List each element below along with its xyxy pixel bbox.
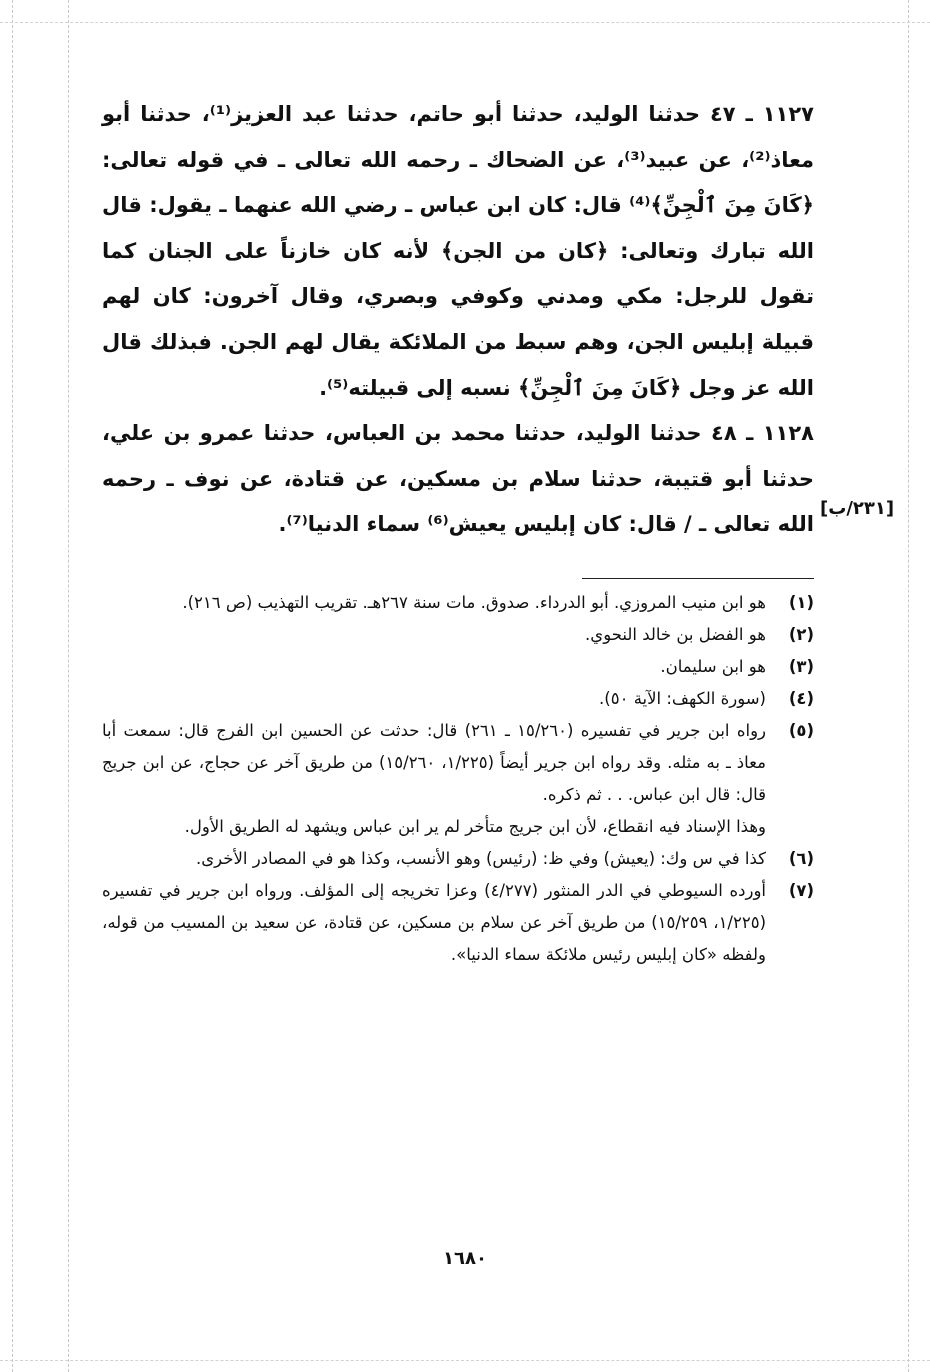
footnote <box>102 683 814 715</box>
footnote-text: أورده السيوطي في الدر المنثور (٤/٢٧٧) وعزا تخريجه إلى المؤلف. ورواه ابن جرير في تفسيره (١/٢٢٥، ١٥/٢٥٩) من طريق آخر عن سلام بن مسكين، عن قتادة، عن سعيد بن المسيب من قوله، ولفظه «كان إبليس رئيس ملائكة سماء الدنيا». <box>102 880 767 964</box>
footnote-text: وهذا الإسناد فيه انقطاع، لأن ابن جريج متأخر لم ير ابن عباس ويشهد له الطريق الأول. <box>184 816 766 836</box>
margin-note: [٢٣١/ب] <box>820 498 895 519</box>
footnote <box>102 715 814 843</box>
page-number: ١٦٨٠ <box>443 1248 487 1269</box>
footnote-number: (٦) <box>788 848 814 868</box>
footnote-number: (٤) <box>788 688 814 708</box>
footnote-number: (٥) <box>788 720 814 740</box>
main-text <box>102 92 814 548</box>
footnote <box>102 619 814 651</box>
footnote-text: (سورة الكهف: الآية ٥٠). <box>599 688 766 708</box>
footnote-text: كذا في س وك: (يعيش) وفي ظ: (رئيس) وهو الأنسب، وكذا هو في المصادر الأخرى. <box>196 848 766 868</box>
hadith-1128: ١١٢٨ ـ ٤٨ حدثنا الوليد، حدثنا محمد بن العباس، حدثنا عمرو بن علي، حدثنا أبو قتيبة، حدثنا سلام بن مسكين، عن قتادة، عن نوف ـ رحمه الله تعالى ـ / قال: كان إبليس يعيش⁽⁶⁾ سماء الدنيا⁽⁷⁾. <box>102 421 814 537</box>
footnote-number: (٢) <box>788 624 814 644</box>
guide-line-inner-left <box>68 0 69 1372</box>
footnote <box>102 587 814 619</box>
guide-line-top <box>0 22 930 23</box>
footnote-text: هو الفضل بن خالد النحوي. <box>585 624 766 644</box>
footnote <box>102 651 814 683</box>
footnote-number: (١) <box>788 592 814 612</box>
footnote-text: رواه ابن جرير في تفسيره (١٥/٢٦٠ ـ ٢٦١) قال: حدثت عن الحسين ابن الفرج قال: سمعت أبا معاذ ـ به مثله. وقد رواه ابن جرير أيضاً (١/٢٢٥، ١٥/٢٦٠) من طريق آخر عن حجاج، عن ابن جريج قال: قال ابن عباس. . . ثم ذكره. <box>102 720 767 804</box>
footnotes <box>102 587 814 971</box>
footnote-separator <box>582 578 814 579</box>
guide-line-left <box>12 0 13 1372</box>
footnote-text: هو ابن سليمان. <box>660 656 766 676</box>
hadith-1127: ١١٢٧ ـ ٤٧ حدثنا الوليد، حدثنا أبو حاتم، حدثنا عبد العزيز⁽¹⁾، حدثنا أبو معاذ⁽²⁾، عن عبيد⁽³⁾، عن الضحاك ـ رحمه الله تعالى ـ في قوله تعالى: ﴿كَانَ مِنَ ٱلْجِنِّ﴾⁽⁴⁾ قال: كان ابن عباس ـ رضي الله عنهما ـ يقول: قال الله تبارك وتعالى: ﴿كان من الجن﴾ لأنه كان خازناً على الجنان كما تقول للرجل: مكي ومدني وكوفي وبصري، وقال آخرون: كان لهم قبيلة إبليس الجن، وهم سبط من الملائكة يقال لهم الجن. فبذلك قال الله عز وجل ﴿كَانَ مِنَ ٱلْجِنِّ﴾ نسبه إلى قبيلته⁽⁵⁾. <box>102 102 815 400</box>
footnote-text: هو ابن منيب المروزي. أبو الدرداء. صدوق. مات سنة ٢٦٧هـ. تقريب التهذيب (ص ٢١٦). <box>182 592 766 612</box>
footnote <box>102 875 814 971</box>
guide-line-right <box>908 0 909 1372</box>
footnote <box>102 843 814 875</box>
page-body <box>102 92 814 971</box>
footnote-number: (٣) <box>788 656 814 676</box>
footnote-number: (٧) <box>788 880 814 900</box>
guide-line-bottom <box>0 1360 930 1361</box>
